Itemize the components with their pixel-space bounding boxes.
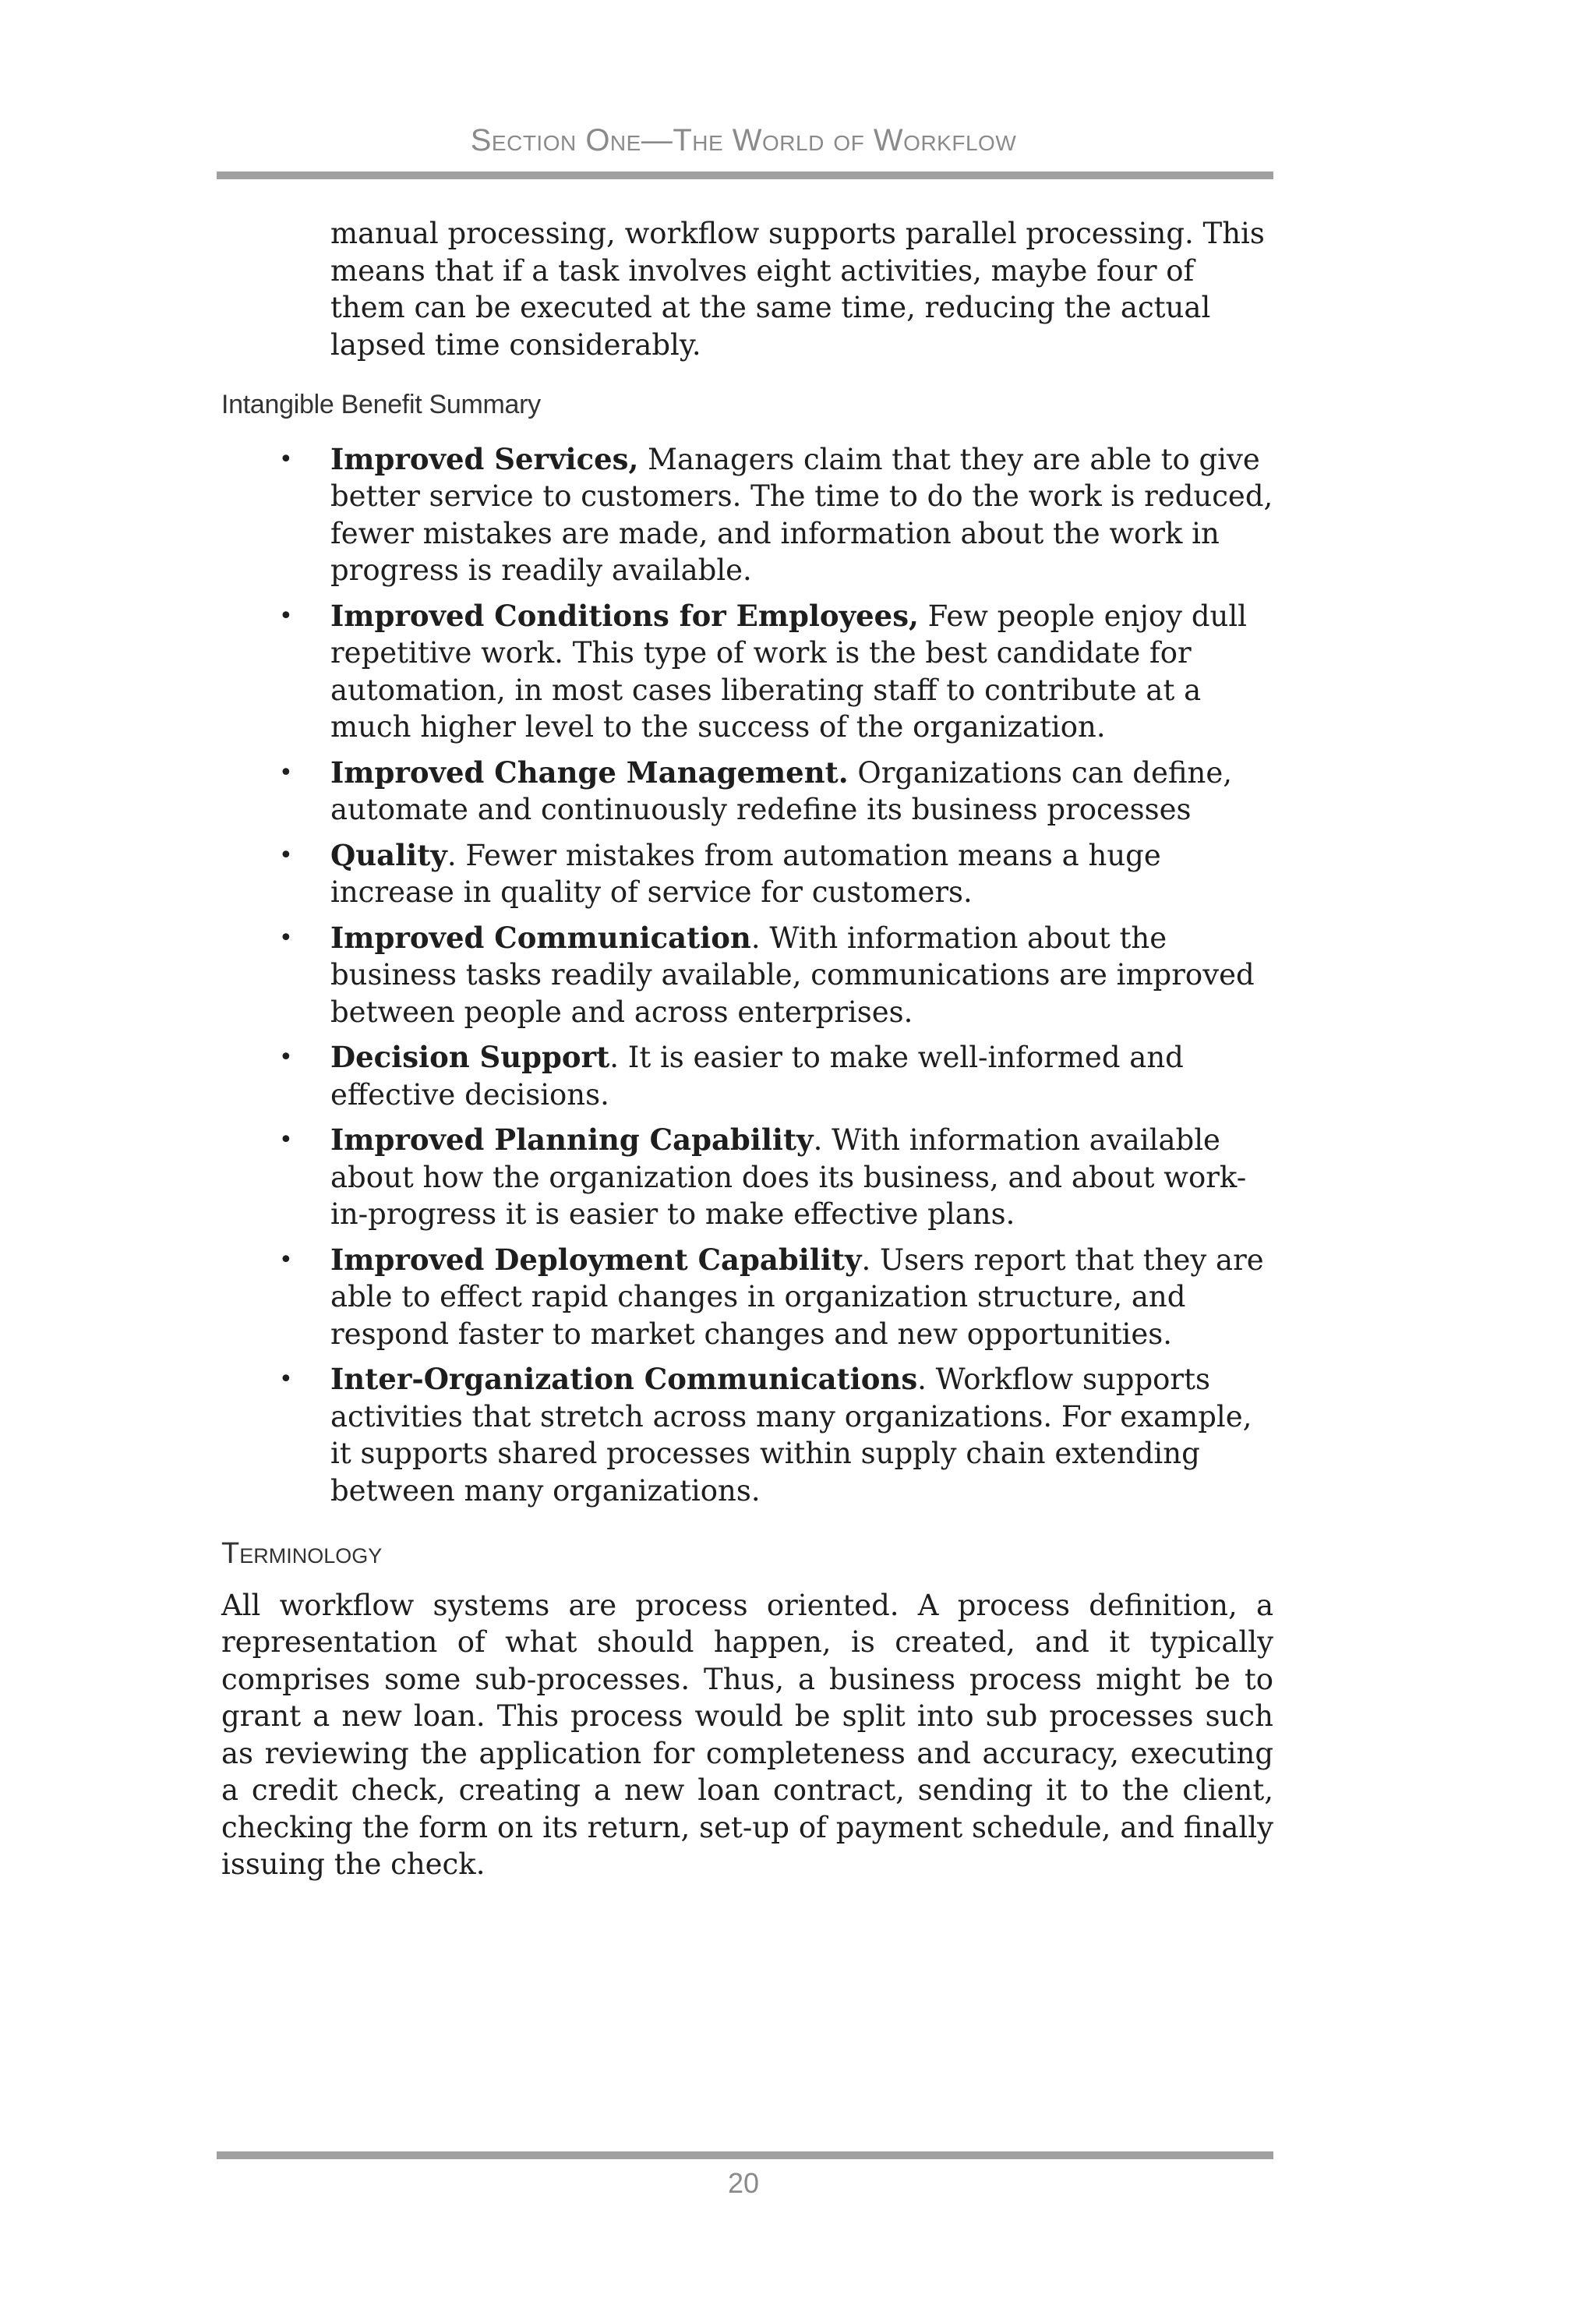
bullet-text: . With information about the business tasks readily available, communications are improved between people and across enterprises. xyxy=(330,921,1255,1029)
benefit-list xyxy=(221,441,1273,1510)
bullet-icon: • xyxy=(279,445,293,473)
bullet-icon: • xyxy=(279,841,293,869)
bullet-text: Few people enjoy dull repetitive work. This type of work is the best candidate for automation, in most cases liberating staff to contribute at a much higher level to the success of the organization. xyxy=(330,599,1247,744)
list-item xyxy=(279,1039,1277,1113)
bullet-text: . Fewer mistakes from automation means a huge increase in quality of service for customers. xyxy=(330,838,1161,909)
bullet-icon: • xyxy=(279,1044,293,1071)
bullet-text: . Users report that they are able to effect rapid changes in organization structure, and respond faster to market changes and new opportunities. xyxy=(330,1243,1264,1351)
bullet-text: Organizations can define, automate and continuously redefine its business processes xyxy=(330,755,1233,826)
list-item xyxy=(279,598,1277,746)
bullet-term: Inter-Organization Communications xyxy=(330,1362,918,1396)
footer-rule xyxy=(217,2151,1273,2159)
bullet-term: Improved Deployment Capability xyxy=(330,1242,862,1277)
list-item xyxy=(279,837,1277,911)
bullet-icon: • xyxy=(279,602,293,630)
bullet-text: . Workflow supports activities that stretch across many organizations. For example, it supports shared processes within supply chain extending between many organizations. xyxy=(330,1363,1252,1508)
bullet-text: . With information available about how the organization does its business, and about work-in-progress it is easier to make effective plans. xyxy=(330,1123,1247,1231)
section-heading-terminology: Terminology xyxy=(221,1537,383,1570)
list-item xyxy=(279,920,1277,1031)
bullet-term: Improved Change Management. xyxy=(330,755,849,790)
bullet-icon: • xyxy=(279,1246,293,1274)
bullet-icon: • xyxy=(279,1366,293,1393)
bullet-term: Decision Support xyxy=(330,1040,610,1074)
running-header: Section One—The World of Workflow xyxy=(470,123,1017,157)
bullet-icon: • xyxy=(279,1126,293,1154)
bullet-term: Quality xyxy=(330,837,447,872)
page-number: 20 xyxy=(727,2167,760,2199)
list-item xyxy=(279,1361,1277,1509)
continued-paragraph: manual processing, workflow supports parallel processing. This means that if a task involves eight activities, maybe four of them can be executed at the same time, reducing the actual lapsed time considerably. xyxy=(330,217,1265,362)
bullet-text: . It is easier to make well-informed and effective decisions. xyxy=(330,1041,1184,1112)
bullet-term: Improved Services, xyxy=(330,441,639,476)
bullet-term: Improved Conditions for Employees, xyxy=(330,598,919,633)
bullet-text: Managers claim that they are able to give better service to customers. The time to do the work is reduced, fewer mistakes are made, and information about the work in progress is readily available. xyxy=(330,442,1273,587)
list-item xyxy=(279,1242,1277,1353)
bullet-term: Improved Planning Capability xyxy=(330,1122,814,1157)
bullet-term: Improved Communication xyxy=(330,920,751,955)
list-item xyxy=(279,1122,1277,1233)
list-item xyxy=(279,755,1277,829)
terminology-paragraph: All workflow systems are process oriented. A process definition, a representation of what should happen, is created, and it typically comprises some sub-processes. Thus, a business process might be to grant a new loan. This process would be split into sub processes such as reviewing the application for completeness and accuracy, executing a credit check, creating a new loan contract, sending it to the client, checking the form on its return, set-up of payment schedule, and finally issuing the check. xyxy=(221,1588,1273,1881)
list-item xyxy=(279,441,1277,589)
bullet-icon: • xyxy=(279,758,293,787)
bullet-icon: • xyxy=(279,924,293,952)
page-content xyxy=(221,215,1273,1883)
header-rule xyxy=(217,171,1273,179)
subheading-intangible-benefits: Intangible Benefit Summary xyxy=(221,390,541,419)
